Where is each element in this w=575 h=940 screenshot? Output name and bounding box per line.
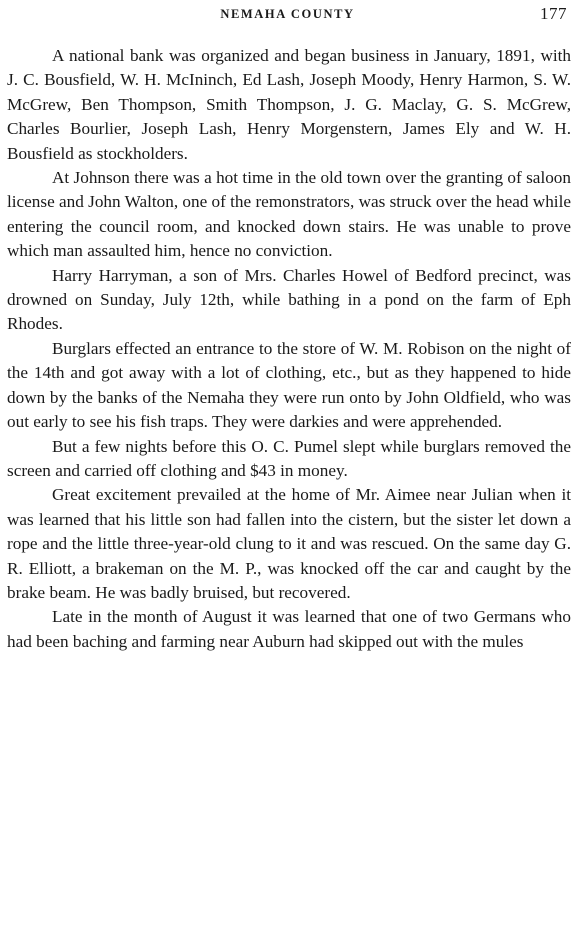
paragraph-johnson-saloon: At Johnson there was a hot time in the old town over the granting of saloon license and John Walton, one of the remonstrators, was struck over the head while entering the council room, and knocked down stairs. He was unable to prove which man assaulted him, hence no conviction.: [7, 168, 571, 261]
paragraph-robison-burglary: Burglars effected an entrance to the store of W. M. Robison on the night of the 14th and got away with a lot of clothing, etc., but as they happened to hide down by the banks of the Nemaha they were run onto by John Oldfield, who was out early to see his fish traps. They were darkies and were apprehended.: [7, 338, 571, 432]
page-header: [8, 4, 567, 26]
paragraph-harryman-drowning: Harry Harryman, a son of Mrs. Charles Howel of Bedford precinct, was drowned on Sunday, July 12th, while bathing in a pond on the farm of Eph Rhodes.: [7, 265, 571, 334]
running-head: NEMAHA COUNTY: [220, 7, 355, 21]
paragraph-pumel-burglary: But a few nights before this O. C. Pumel slept while burglars removed the screen and carried off clothing and $43 in money.: [7, 436, 571, 480]
page-number: 177: [540, 4, 567, 23]
paragraph-bank: A national bank was organized and began business in January, 1891, with J. C. Bousfield, W. H. McIninch, Ed Lash, Joseph Moody, Henry Harmon, S. W. McGrew, Ben Thompson, Smith Thompson, J. G. Maclay, G. S. McGrew, Charles Bourlier, Joseph Lash, Henry Morgenstern, James Ely and W. H. Bousfield as stockholders.: [7, 46, 571, 163]
paragraph-german-mules: Late in the month of August it was learned that one of two Germans who had been baching and farming near Auburn had skipped out with the mules: [7, 607, 571, 651]
body-text: [7, 44, 571, 654]
paragraph-aimee-cistern: Great excitement prevailed at the home of Mr. Aimee near Julian when it was learned that his little son had fallen into the cistern, but the sister let down a rope and the little three-year-old clung to it and was rescued. On the same day G. R. Elliott, a brakeman on the M. P., was knocked off the car and caught by the brake beam. He was badly bruised, but recovered.: [7, 485, 571, 602]
